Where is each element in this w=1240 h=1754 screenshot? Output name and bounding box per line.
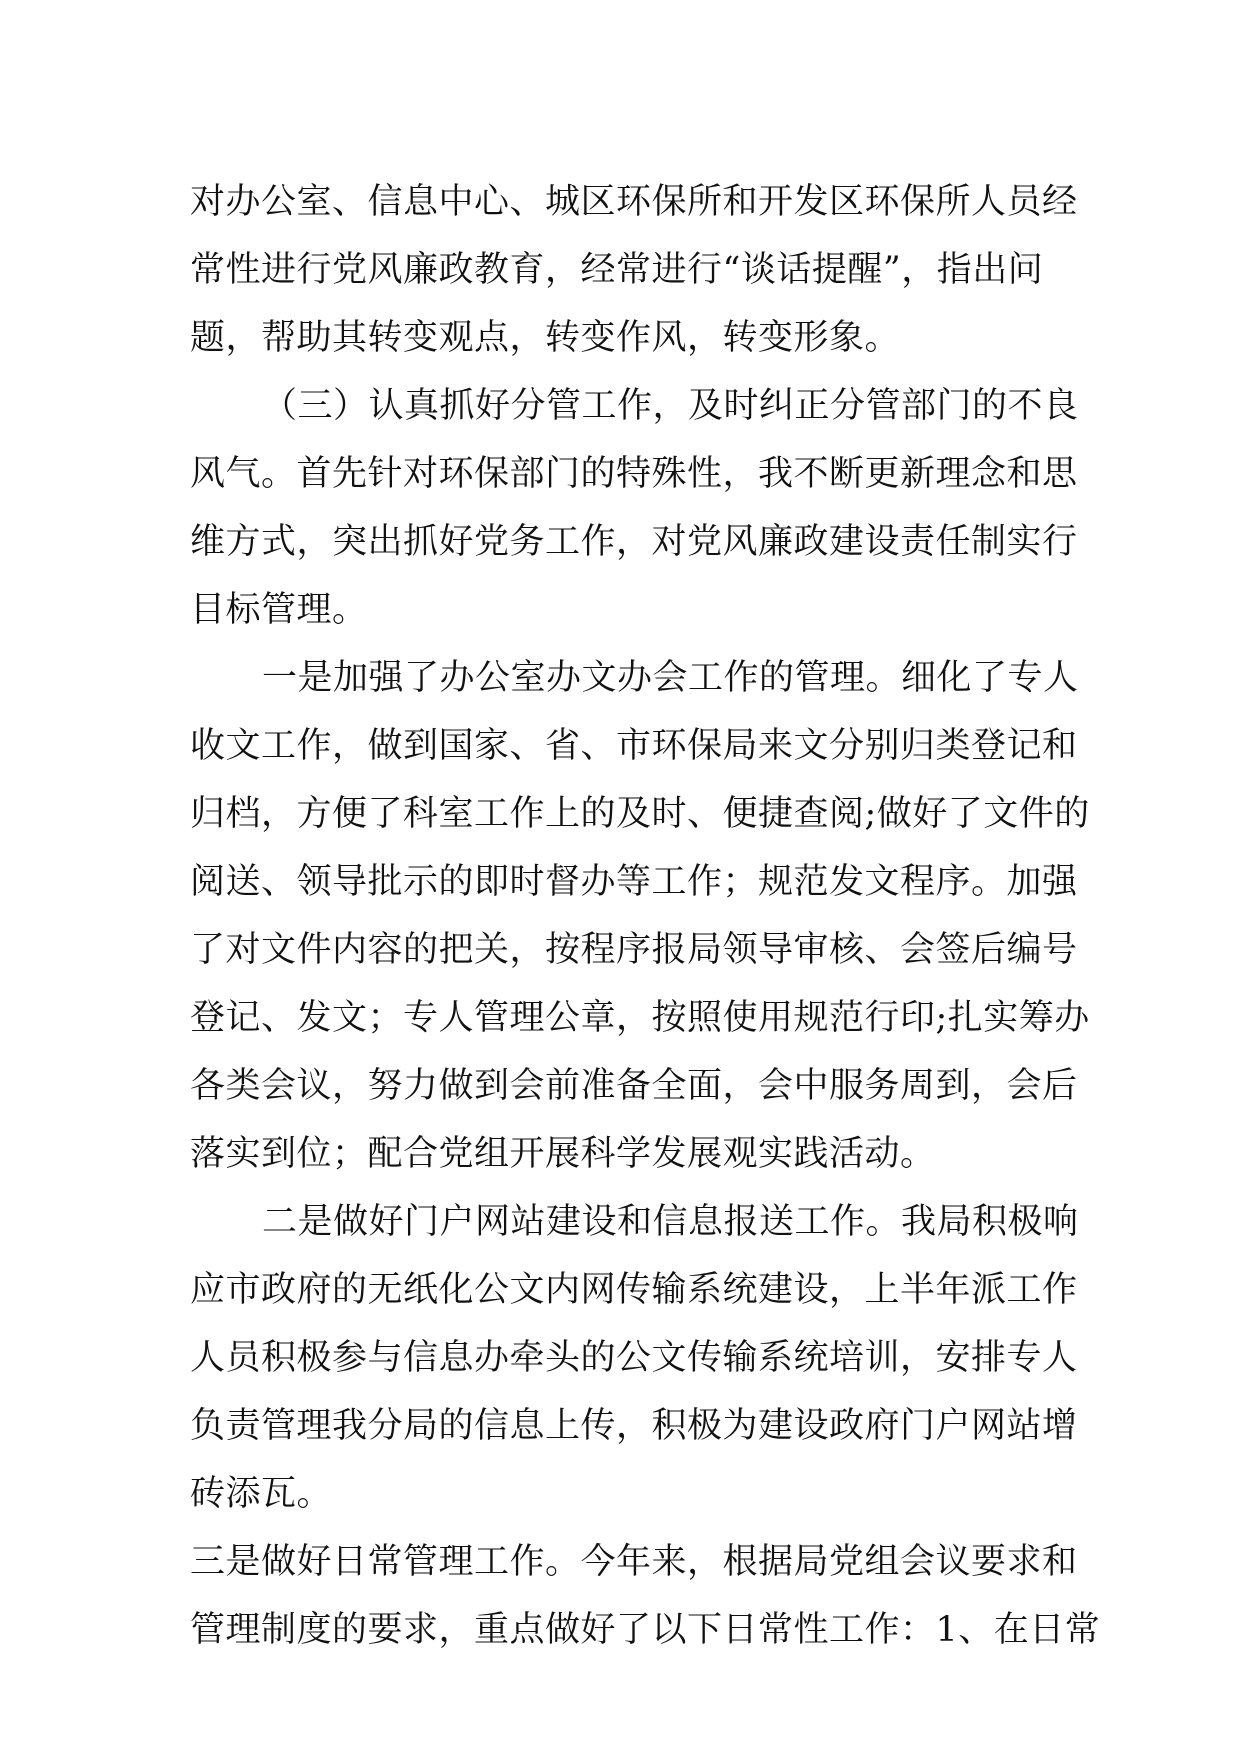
text-line: 人员积极参与信息办牵头的公文传输系统培训，安排专人 (190, 1338, 1078, 1378)
text-line: 管理制度的要求，重点做好了以下日常性工作：1、在日常 (190, 1610, 1101, 1650)
text-line: 维方式，突出抓好党务工作，对党风廉政建设责任制实行 (190, 522, 1078, 562)
text-line: （三）认真抓好分管工作，及时纠正分管部门的不良 (262, 386, 1079, 426)
text-line: 风气。首先针对环保部门的特殊性，我不断更新理念和思 (190, 454, 1078, 494)
text-line: 三是做好日常管理工作。今年来，根据局党组会议要求和 (190, 1542, 1078, 1582)
text-line: 落实到位；配合党组开展科学发展观实践活动。 (190, 1134, 936, 1174)
text-line: 目标管理。 (190, 590, 368, 630)
text-line: 题，帮助其转变观点，转变作风，转变形象。 (190, 318, 901, 358)
text-line: 收文工作，做到国家、省、市环保局来文分别归类登记和 (190, 726, 1078, 766)
text-line: 登记、发文；专人管理公章，按照使用规范行印;扎实筹办 (190, 998, 1090, 1038)
text-line: 阅送、领导批示的即时督办等工作；规范发文程序。加强 (190, 862, 1078, 902)
document-body (190, 168, 1101, 1664)
text-line: 了对文件内容的把关，按程序报局领导审核、会签后编号 (190, 930, 1078, 970)
text-line: 归档，方便了科室工作上的及时、便捷查阅;做好了文件的 (190, 794, 1090, 834)
text-line: 一是加强了办公室办文办会工作的管理。细化了专人 (262, 658, 1079, 698)
text-line: 对办公室、信息中心、城区环保所和开发区环保所人员经 (190, 182, 1078, 222)
text-line: 负责管理我分局的信息上传，积极为建设政府门户网站增 (190, 1406, 1078, 1446)
text-line: 二是做好门户网站建设和信息报送工作。我局积极响 (262, 1202, 1079, 1242)
text-line: 砖添瓦。 (190, 1474, 333, 1514)
text-line: 各类会议，努力做到会前准备全面，会中服务周到，会后 (190, 1066, 1078, 1106)
text-line: 应市政府的无纸化公文内网传输系统建设，上半年派工作 (190, 1270, 1078, 1310)
text-line: 常性进行党风廉政教育，经常进行“谈话提醒”，指出问 (190, 250, 1044, 290)
